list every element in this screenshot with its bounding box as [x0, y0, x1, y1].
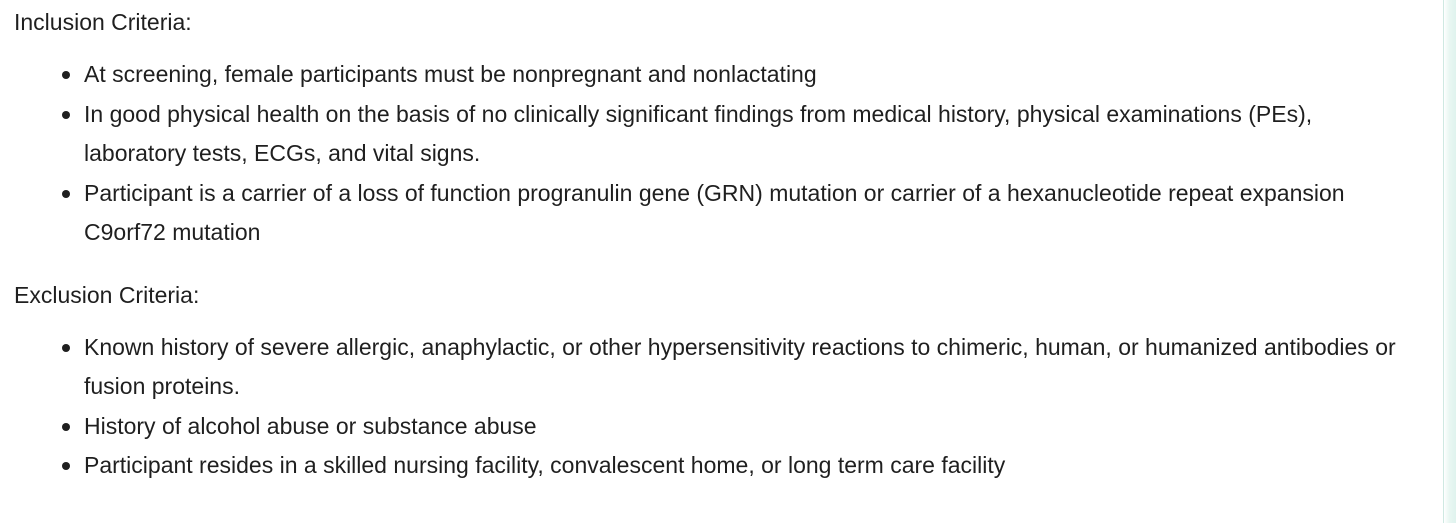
exclusion-criteria-list — [14, 328, 1434, 486]
exclusion-item: Participant resides in a skilled nursing facility, convalescent home, or long term care facility — [84, 446, 1434, 486]
inclusion-item: At screening, female participants must be nonpregnant and nonlactating — [84, 55, 1434, 95]
inclusion-item: In good physical health on the basis of no clinically significant findings from medical history, physical examinations (PEs), laboratory tests, ECGs, and vital signs. — [84, 95, 1434, 174]
exclusion-item: Known history of severe allergic, anaphylactic, or other hypersensitivity reactions to chimeric, human, or humanized antibodies or fusion proteins. — [84, 328, 1434, 407]
exclusion-item: History of alcohol abuse or substance abuse — [84, 407, 1434, 447]
exclusion-criteria-heading: Exclusion Criteria: — [14, 281, 200, 308]
inclusion-criteria-heading: Inclusion Criteria: — [14, 9, 192, 35]
inclusion-item: Participant is a carrier of a loss of function progranulin gene (GRN) mutation or carrier of a hexanucleotide repeat expansion C9orf72 mutation — [84, 174, 1434, 253]
inclusion-criteria-list — [14, 55, 1434, 253]
scrollbar-track[interactable] — [1443, 0, 1456, 523]
criteria-document — [14, 0, 1434, 486]
